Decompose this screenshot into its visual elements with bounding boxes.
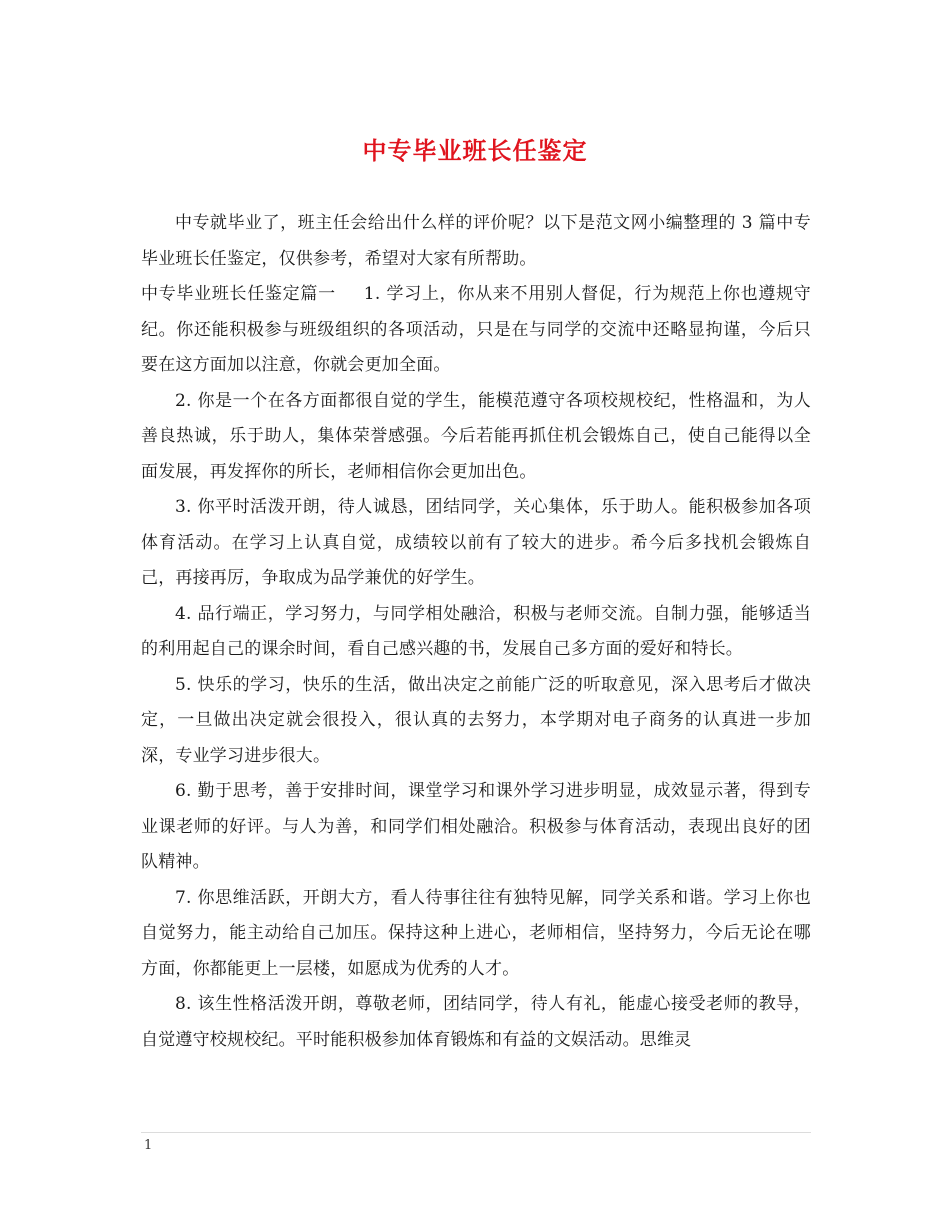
item-paragraph-6: 6. 勤于思考，善于安排时间，课堂学习和课外学习进步明显，成效显示著，得到专业课老师的好评。与人为善，和同学们相处融洽。积极参与体育活动，表现出良好的团队精神。 bbox=[141, 781, 811, 872]
item-paragraph-2: 2. 你是一个在各方面都很自觉的学生，能模范遵守各项校规校纪，性格温和，为人善良热诚，乐于助人，集体荣誉感强。今后若能再抓住机会锻炼自己，使自己能得以全面发展，再发挥你的所长，老师相信你会更加出色。 bbox=[141, 390, 811, 482]
item-paragraph-4: 4. 品行端正，学习努力，与同学相处融洽，积极与老师交流。自制力强，能够适当的利用起自己的课余时间，看自己感兴趣的书，发展自己多方面的爱好和特长。 bbox=[141, 603, 811, 659]
page-number: 1 bbox=[144, 1138, 153, 1153]
document-body bbox=[141, 206, 811, 1058]
item-paragraph-7: 7. 你思维活跃，开朗大方，看人待事往往有独特见解，同学关系和谐。学习上你也自觉努力，能主动给自己加压。保持这种上进心，老师相信，坚持努力，今后无论在哪方面，你都能更上一层楼，如愿成为优秀的人才。 bbox=[141, 887, 811, 979]
item-paragraph-8: 8. 该生性格活泼开朗，尊敬老师，团结同学，待人有礼，能虚心接受老师的教导，自觉遵守校规校纪。平时能积极参加体育锻炼和有益的文娱活动。思维灵 bbox=[141, 994, 811, 1050]
document-title: 中专毕业班长任鉴定 bbox=[362, 136, 588, 165]
item-paragraph-3: 3. 你平时活泼开朗，待人诚恳，团结同学，关心集体，乐于助人。能积极参加各项体育活动。在学习上认真自觉，成绩较以前有了较大的进步。希今后多找机会锻炼自己，再接再厉，争取成为品学兼优的好学生。 bbox=[141, 497, 811, 588]
item-text-1: 1. 学习上，你从来不用别人督促，行为规范上你也遵规守纪。你还能积极参与班级组织的各项活动，只是在与同学的交流中还略显拘谨，今后只要在这方面加以注意，你就会更加全面。 bbox=[141, 284, 812, 375]
intro-paragraph: 中专就毕业了，班主任会给出什么样的评价呢？以下是范文网小编整理的 3 篇中专毕业班长任鉴定，仅供参考，希望对大家有所帮助。 bbox=[141, 213, 811, 269]
item-paragraph-5: 5. 快乐的学习，快乐的生活，做出决定之前能广泛的听取意见，深入思考后才做决定，一旦做出决定就会很投入，很认真的去努力，本学期对电子商务的认真进一步加深，专业学习进步很大。 bbox=[141, 674, 811, 766]
section-paragraph-1 bbox=[141, 277, 811, 384]
section-label: 中专毕业班长任鉴定篇一 bbox=[141, 284, 336, 304]
footer-divider bbox=[141, 1132, 811, 1133]
